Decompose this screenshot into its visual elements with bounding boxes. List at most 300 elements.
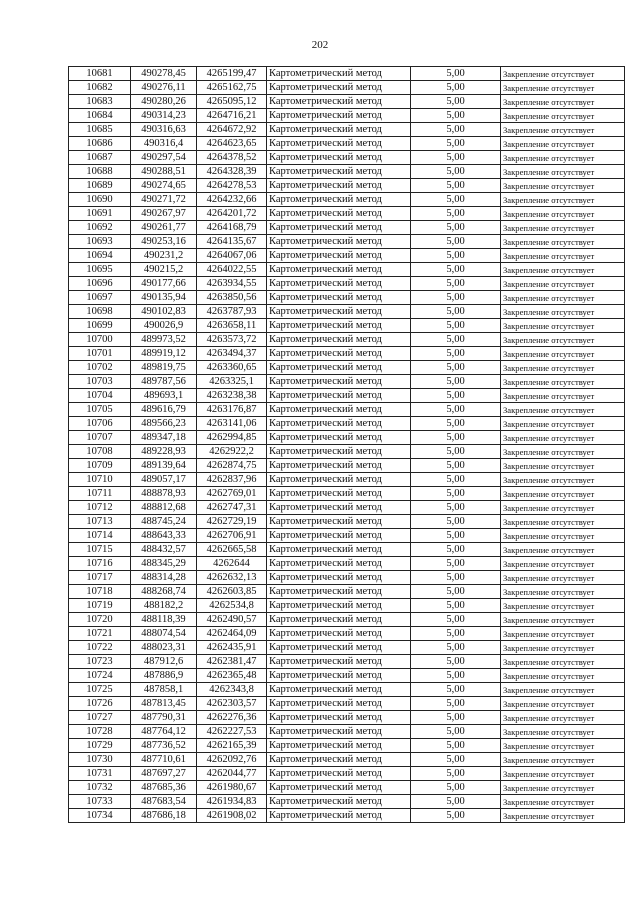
y-coordinate-cell: 4264716,21 [197,109,267,123]
accuracy-cell: 5,00 [411,403,501,417]
point-number-cell: 10724 [69,669,131,683]
y-coordinate-cell: 4262644 [197,557,267,571]
method-cell: Картометрический метод [267,431,411,445]
accuracy-cell: 5,00 [411,599,501,613]
y-coordinate-cell: 4262303,57 [197,697,267,711]
point-number-cell: 10695 [69,263,131,277]
fixing-cell: Закрепление отсутствует [501,669,625,683]
point-number-cell: 10710 [69,473,131,487]
accuracy-cell: 5,00 [411,333,501,347]
table-row [69,95,625,109]
table-row [69,683,625,697]
point-number-cell: 10684 [69,109,131,123]
table-row [69,375,625,389]
point-number-cell: 10729 [69,739,131,753]
fixing-cell: Закрепление отсутствует [501,697,625,711]
accuracy-cell: 5,00 [411,277,501,291]
x-coordinate-cell: 487912,6 [131,655,197,669]
table-row [69,249,625,263]
method-cell: Картометрический метод [267,389,411,403]
table-row [69,711,625,725]
method-cell: Картометрический метод [267,263,411,277]
accuracy-cell: 5,00 [411,627,501,641]
method-cell: Картометрический метод [267,361,411,375]
point-number-cell: 10711 [69,487,131,501]
point-number-cell: 10707 [69,431,131,445]
fixing-cell: Закрепление отсутствует [501,431,625,445]
x-coordinate-cell: 488745,24 [131,515,197,529]
fixing-cell: Закрепление отсутствует [501,585,625,599]
x-coordinate-cell: 490102,83 [131,305,197,319]
x-coordinate-cell: 490267,97 [131,207,197,221]
point-number-cell: 10725 [69,683,131,697]
point-number-cell: 10687 [69,151,131,165]
point-number-cell: 10689 [69,179,131,193]
accuracy-cell: 5,00 [411,347,501,361]
method-cell: Картометрический метод [267,711,411,725]
accuracy-cell: 5,00 [411,529,501,543]
accuracy-cell: 5,00 [411,137,501,151]
point-number-cell: 10733 [69,795,131,809]
method-cell: Картометрический метод [267,543,411,557]
point-number-cell: 10723 [69,655,131,669]
table-row [69,809,625,823]
point-number-cell: 10715 [69,543,131,557]
method-cell: Картометрический метод [267,417,411,431]
accuracy-cell: 5,00 [411,305,501,319]
accuracy-cell: 5,00 [411,431,501,445]
fixing-cell: Закрепление отсутствует [501,627,625,641]
accuracy-cell: 5,00 [411,165,501,179]
y-coordinate-cell: 4261980,67 [197,781,267,795]
y-coordinate-cell: 4264067,06 [197,249,267,263]
method-cell: Картометрический метод [267,207,411,221]
table-row [69,781,625,795]
fixing-cell: Закрепление отсутствует [501,389,625,403]
accuracy-cell: 5,00 [411,669,501,683]
y-coordinate-cell: 4264378,52 [197,151,267,165]
fixing-cell: Закрепление отсутствует [501,487,625,501]
table-row [69,599,625,613]
y-coordinate-cell: 4263787,93 [197,305,267,319]
y-coordinate-cell: 4262365,48 [197,669,267,683]
table-row [69,795,625,809]
fixing-cell: Закрепление отсутствует [501,571,625,585]
point-number-cell: 10713 [69,515,131,529]
accuracy-cell: 5,00 [411,109,501,123]
fixing-cell: Закрепление отсутствует [501,263,625,277]
method-cell: Картометрический метод [267,487,411,501]
fixing-cell: Закрепление отсутствует [501,95,625,109]
point-number-cell: 10719 [69,599,131,613]
fixing-cell: Закрепление отсутствует [501,151,625,165]
y-coordinate-cell: 4262632,13 [197,571,267,585]
point-number-cell: 10682 [69,81,131,95]
fixing-cell: Закрепление отсутствует [501,753,625,767]
accuracy-cell: 5,00 [411,711,501,725]
point-number-cell: 10685 [69,123,131,137]
fixing-cell: Закрепление отсутствует [501,809,625,823]
point-number-cell: 10691 [69,207,131,221]
x-coordinate-cell: 489973,52 [131,333,197,347]
method-cell: Картометрический метод [267,459,411,473]
fixing-cell: Закрепление отсутствует [501,403,625,417]
point-number-cell: 10720 [69,613,131,627]
accuracy-cell: 5,00 [411,641,501,655]
table-row [69,445,625,459]
x-coordinate-cell: 487764,12 [131,725,197,739]
method-cell: Картометрический метод [267,151,411,165]
y-coordinate-cell: 4264623,65 [197,137,267,151]
accuracy-cell: 5,00 [411,193,501,207]
accuracy-cell: 5,00 [411,95,501,109]
y-coordinate-cell: 4262343,8 [197,683,267,697]
point-number-cell: 10686 [69,137,131,151]
accuracy-cell: 5,00 [411,795,501,809]
x-coordinate-cell: 490231,2 [131,249,197,263]
y-coordinate-cell: 4265095,12 [197,95,267,109]
coordinates-table [68,66,625,823]
method-cell: Картометрический метод [267,599,411,613]
x-coordinate-cell: 488643,33 [131,529,197,543]
accuracy-cell: 5,00 [411,123,501,137]
fixing-cell: Закрепление отсутствует [501,543,625,557]
table-row [69,67,625,81]
accuracy-cell: 5,00 [411,613,501,627]
y-coordinate-cell: 4262922,2 [197,445,267,459]
point-number-cell: 10697 [69,291,131,305]
method-cell: Картометрический метод [267,795,411,809]
method-cell: Картометрический метод [267,123,411,137]
x-coordinate-cell: 488345,29 [131,557,197,571]
point-number-cell: 10705 [69,403,131,417]
y-coordinate-cell: 4264201,72 [197,207,267,221]
accuracy-cell: 5,00 [411,445,501,459]
fixing-cell: Закрепление отсутствует [501,375,625,389]
y-coordinate-cell: 4262729,19 [197,515,267,529]
y-coordinate-cell: 4263573,72 [197,333,267,347]
table-row [69,557,625,571]
fixing-cell: Закрепление отсутствует [501,277,625,291]
y-coordinate-cell: 4262165,39 [197,739,267,753]
point-number-cell: 10732 [69,781,131,795]
y-coordinate-cell: 4262837,96 [197,473,267,487]
method-cell: Картометрический метод [267,81,411,95]
x-coordinate-cell: 487886,9 [131,669,197,683]
point-number-cell: 10693 [69,235,131,249]
fixing-cell: Закрепление отсутствует [501,207,625,221]
fixing-cell: Закрепление отсутствует [501,291,625,305]
y-coordinate-cell: 4263494,37 [197,347,267,361]
x-coordinate-cell: 487858,1 [131,683,197,697]
method-cell: Картометрический метод [267,305,411,319]
x-coordinate-cell: 490278,45 [131,67,197,81]
accuracy-cell: 5,00 [411,767,501,781]
y-coordinate-cell: 4264135,67 [197,235,267,249]
method-cell: Картометрический метод [267,767,411,781]
fixing-cell: Закрепление отсутствует [501,641,625,655]
y-coordinate-cell: 4261908,02 [197,809,267,823]
point-number-cell: 10714 [69,529,131,543]
table-row [69,613,625,627]
point-number-cell: 10692 [69,221,131,235]
method-cell: Картометрический метод [267,753,411,767]
point-number-cell: 10708 [69,445,131,459]
accuracy-cell: 5,00 [411,375,501,389]
fixing-cell: Закрепление отсутствует [501,739,625,753]
x-coordinate-cell: 487685,36 [131,781,197,795]
table-row [69,179,625,193]
point-number-cell: 10706 [69,417,131,431]
point-number-cell: 10703 [69,375,131,389]
method-cell: Картометрический метод [267,725,411,739]
accuracy-cell: 5,00 [411,781,501,795]
y-coordinate-cell: 4262747,31 [197,501,267,515]
x-coordinate-cell: 488118,39 [131,613,197,627]
fixing-cell: Закрепление отсутствует [501,319,625,333]
method-cell: Картометрический метод [267,515,411,529]
table-row [69,193,625,207]
point-number-cell: 10694 [69,249,131,263]
table-row [69,529,625,543]
x-coordinate-cell: 487736,52 [131,739,197,753]
fixing-cell: Закрепление отсутствует [501,459,625,473]
y-coordinate-cell: 4264232,66 [197,193,267,207]
x-coordinate-cell: 489819,75 [131,361,197,375]
coordinates-table-body [69,67,625,823]
method-cell: Картометрический метод [267,655,411,669]
point-number-cell: 10709 [69,459,131,473]
x-coordinate-cell: 489566,23 [131,417,197,431]
x-coordinate-cell: 489787,56 [131,375,197,389]
accuracy-cell: 5,00 [411,361,501,375]
x-coordinate-cell: 488182,2 [131,599,197,613]
table-row [69,263,625,277]
y-coordinate-cell: 4262706,91 [197,529,267,543]
method-cell: Картометрический метод [267,319,411,333]
method-cell: Картометрический метод [267,445,411,459]
fixing-cell: Закрепление отсутствует [501,249,625,263]
accuracy-cell: 5,00 [411,585,501,599]
table-row [69,501,625,515]
point-number-cell: 10681 [69,67,131,81]
x-coordinate-cell: 488074,54 [131,627,197,641]
method-cell: Картометрический метод [267,137,411,151]
fixing-cell: Закрепление отсутствует [501,795,625,809]
point-number-cell: 10718 [69,585,131,599]
x-coordinate-cell: 488268,74 [131,585,197,599]
accuracy-cell: 5,00 [411,571,501,585]
y-coordinate-cell: 4264328,39 [197,165,267,179]
x-coordinate-cell: 490253,16 [131,235,197,249]
point-number-cell: 10712 [69,501,131,515]
fixing-cell: Закрепление отсутствует [501,193,625,207]
accuracy-cell: 5,00 [411,683,501,697]
accuracy-cell: 5,00 [411,389,501,403]
y-coordinate-cell: 4263934,55 [197,277,267,291]
accuracy-cell: 5,00 [411,725,501,739]
accuracy-cell: 5,00 [411,291,501,305]
accuracy-cell: 5,00 [411,179,501,193]
table-row [69,123,625,137]
y-coordinate-cell: 4263850,56 [197,291,267,305]
table-row [69,319,625,333]
method-cell: Картометрический метод [267,249,411,263]
accuracy-cell: 5,00 [411,459,501,473]
fixing-cell: Закрепление отсутствует [501,333,625,347]
fixing-cell: Закрепление отсутствует [501,137,625,151]
fixing-cell: Закрепление отсутствует [501,445,625,459]
x-coordinate-cell: 490288,51 [131,165,197,179]
method-cell: Картометрический метод [267,641,411,655]
point-number-cell: 10717 [69,571,131,585]
x-coordinate-cell: 490280,26 [131,95,197,109]
y-coordinate-cell: 4262769,01 [197,487,267,501]
method-cell: Картометрический метод [267,291,411,305]
table-row [69,725,625,739]
x-coordinate-cell: 487813,45 [131,697,197,711]
accuracy-cell: 5,00 [411,67,501,81]
y-coordinate-cell: 4262464,09 [197,627,267,641]
y-coordinate-cell: 4265162,75 [197,81,267,95]
table-row [69,767,625,781]
method-cell: Картометрический метод [267,809,411,823]
method-cell: Картометрический метод [267,571,411,585]
y-coordinate-cell: 4262227,53 [197,725,267,739]
point-number-cell: 10701 [69,347,131,361]
fixing-cell: Закрепление отсутствует [501,501,625,515]
accuracy-cell: 5,00 [411,235,501,249]
table-row [69,277,625,291]
x-coordinate-cell: 490271,72 [131,193,197,207]
table-row [69,697,625,711]
table-row [69,389,625,403]
accuracy-cell: 5,00 [411,249,501,263]
table-row [69,333,625,347]
y-coordinate-cell: 4264022,55 [197,263,267,277]
point-number-cell: 10727 [69,711,131,725]
point-number-cell: 10683 [69,95,131,109]
fixing-cell: Закрепление отсутствует [501,81,625,95]
y-coordinate-cell: 4263658,11 [197,319,267,333]
method-cell: Картометрический метод [267,557,411,571]
x-coordinate-cell: 490215,2 [131,263,197,277]
method-cell: Картометрический метод [267,165,411,179]
accuracy-cell: 5,00 [411,697,501,711]
x-coordinate-cell: 489919,12 [131,347,197,361]
x-coordinate-cell: 490297,54 [131,151,197,165]
point-number-cell: 10698 [69,305,131,319]
table-row [69,669,625,683]
x-coordinate-cell: 490135,94 [131,291,197,305]
y-coordinate-cell: 4264672,92 [197,123,267,137]
point-number-cell: 10716 [69,557,131,571]
fixing-cell: Закрепление отсутствует [501,67,625,81]
method-cell: Картометрический метод [267,375,411,389]
y-coordinate-cell: 4262994,85 [197,431,267,445]
point-number-cell: 10730 [69,753,131,767]
fixing-cell: Закрепление отсутствует [501,683,625,697]
table-row [69,137,625,151]
table-row [69,81,625,95]
fixing-cell: Закрепление отсутствует [501,417,625,431]
accuracy-cell: 5,00 [411,319,501,333]
accuracy-cell: 5,00 [411,207,501,221]
x-coordinate-cell: 489693,1 [131,389,197,403]
x-coordinate-cell: 490177,66 [131,277,197,291]
table-row [69,641,625,655]
y-coordinate-cell: 4262490,57 [197,613,267,627]
table-row [69,487,625,501]
accuracy-cell: 5,00 [411,501,501,515]
method-cell: Картометрический метод [267,347,411,361]
method-cell: Картометрический метод [267,235,411,249]
accuracy-cell: 5,00 [411,417,501,431]
x-coordinate-cell: 488432,57 [131,543,197,557]
table-row [69,109,625,123]
y-coordinate-cell: 4262665,58 [197,543,267,557]
x-coordinate-cell: 490316,63 [131,123,197,137]
accuracy-cell: 5,00 [411,81,501,95]
point-number-cell: 10700 [69,333,131,347]
method-cell: Картометрический метод [267,613,411,627]
point-number-cell: 10734 [69,809,131,823]
y-coordinate-cell: 4263238,38 [197,389,267,403]
table-row [69,165,625,179]
method-cell: Картометрический метод [267,221,411,235]
table-row [69,585,625,599]
table-row [69,543,625,557]
x-coordinate-cell: 488812,68 [131,501,197,515]
method-cell: Картометрический метод [267,529,411,543]
table-row [69,431,625,445]
table-row [69,515,625,529]
x-coordinate-cell: 490026,9 [131,319,197,333]
method-cell: Картометрический метод [267,109,411,123]
table-row [69,739,625,753]
method-cell: Картометрический метод [267,501,411,515]
x-coordinate-cell: 489616,79 [131,403,197,417]
x-coordinate-cell: 489139,64 [131,459,197,473]
fixing-cell: Закрепление отсутствует [501,165,625,179]
accuracy-cell: 5,00 [411,487,501,501]
x-coordinate-cell: 490316,4 [131,137,197,151]
point-number-cell: 10696 [69,277,131,291]
point-number-cell: 10731 [69,767,131,781]
point-number-cell: 10722 [69,641,131,655]
table-row [69,305,625,319]
fixing-cell: Закрепление отсутствует [501,179,625,193]
fixing-cell: Закрепление отсутствует [501,725,625,739]
table-row [69,417,625,431]
point-number-cell: 10699 [69,319,131,333]
method-cell: Картометрический метод [267,333,411,347]
method-cell: Картометрический метод [267,277,411,291]
y-coordinate-cell: 4262603,85 [197,585,267,599]
y-coordinate-cell: 4262044,77 [197,767,267,781]
point-number-cell: 10690 [69,193,131,207]
y-coordinate-cell: 4262534,8 [197,599,267,613]
fixing-cell: Закрепление отсутствует [501,109,625,123]
y-coordinate-cell: 4262874,75 [197,459,267,473]
x-coordinate-cell: 490276,11 [131,81,197,95]
y-coordinate-cell: 4261934,83 [197,795,267,809]
method-cell: Картометрический метод [267,473,411,487]
table-row [69,655,625,669]
x-coordinate-cell: 487686,18 [131,809,197,823]
fixing-cell: Закрепление отсутствует [501,347,625,361]
x-coordinate-cell: 490261,77 [131,221,197,235]
